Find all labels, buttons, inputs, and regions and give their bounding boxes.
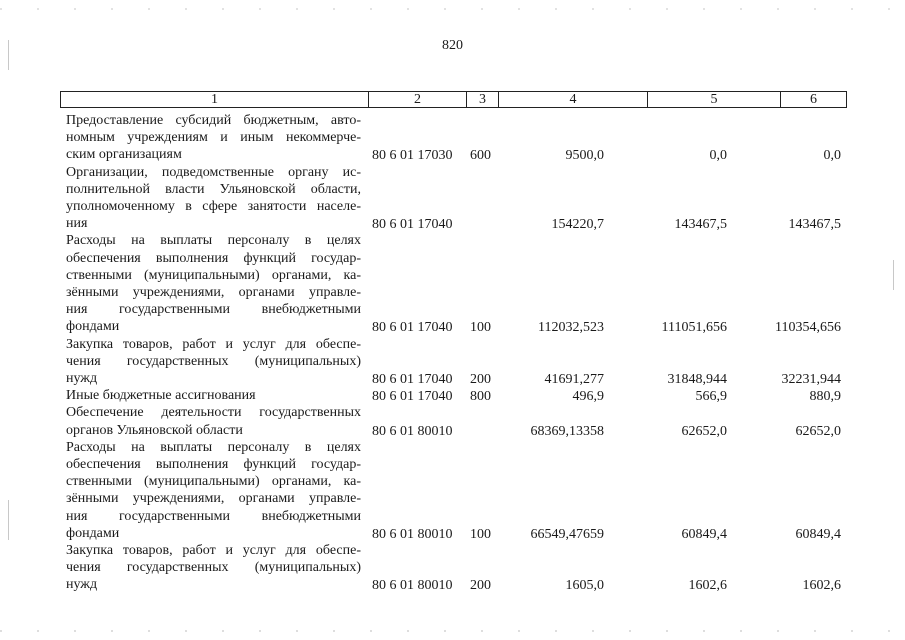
description-line: нужд (66, 577, 98, 593)
expense-type-cell: 100 (470, 526, 491, 542)
amount-col5-cell: 0,0 (709, 148, 727, 164)
amount-col4-cell: 112032,523 (538, 320, 604, 336)
description-line: ния государственными внебюджетными (66, 508, 361, 524)
code-cell: 80 6 01 17030 (372, 148, 453, 164)
description-line: Расходы на выплаты персоналу в целях (66, 439, 361, 455)
description-line: Закупка товаров, работ и услуг для обеспе- (66, 336, 361, 352)
description-line: органов Ульяновской области (66, 422, 243, 438)
description-line: Закупка товаров, работ и услуг для обеспе- (66, 543, 361, 558)
description-line: фондами (66, 319, 120, 335)
description-line: чения государственных (муниципальных) (66, 560, 361, 576)
description-line: номным учреждениям и иным некоммерче- (66, 130, 361, 146)
amount-col5-cell: 31848,944 (667, 371, 727, 387)
amount-col5-cell: 111051,656 (661, 320, 727, 336)
amount-col6-cell: 110354,656 (775, 320, 841, 336)
code-cell: 80 6 01 80010 (372, 423, 453, 439)
description-line: ния (66, 216, 88, 232)
amount-col6-cell: 62652,0 (795, 423, 841, 439)
amount-col4-cell: 68369,13358 (530, 423, 604, 439)
amount-col5-cell: 143467,5 (674, 217, 727, 233)
amount-col6-cell: 0,0 (823, 148, 841, 164)
code-cell: 80 6 01 17040 (372, 217, 453, 233)
scan-noise-bottom (0, 630, 905, 632)
code-cell: 80 6 01 17040 (372, 371, 453, 387)
row-description (66, 387, 361, 404)
row-description (66, 164, 361, 233)
expense-type-cell: 200 (470, 578, 491, 594)
amount-col4-cell: 9500,0 (565, 148, 604, 164)
row-description (66, 404, 361, 438)
expense-type-cell: 600 (470, 148, 491, 164)
description-line: ственными (муниципальными) органами, ка- (66, 474, 361, 490)
description-line: Предоставление субсидий бюджетным, авто- (66, 113, 361, 128)
description-line: Иные бюджетные ассигнования (66, 388, 256, 404)
description-line: полнительной власти Ульяновской области, (66, 181, 361, 197)
amount-col6-cell: 60849,4 (795, 526, 841, 542)
amount-col5-cell: 566,9 (695, 389, 727, 405)
amount-col5-cell: 62652,0 (681, 423, 727, 439)
expense-type-cell: 800 (470, 389, 491, 405)
description-line: ским организациям (66, 147, 182, 163)
scan-edge-mark (893, 260, 894, 290)
description-line: фондами (66, 525, 120, 541)
code-cell: 80 6 01 80010 (372, 578, 453, 594)
description-line: ственными (муниципальными) органами, ка- (66, 267, 361, 283)
description-line: Организации, подведомственные органу ис- (66, 164, 361, 180)
code-cell: 80 6 01 80010 (372, 526, 453, 542)
header-cell: 6 (810, 92, 817, 107)
row-description (66, 336, 361, 388)
amount-col6-cell: 32231,944 (781, 371, 841, 387)
amount-col4-cell: 1605,0 (565, 578, 604, 594)
amount-col5-cell: 60849,4 (681, 526, 727, 542)
header-cell: 2 (369, 92, 467, 107)
amount-col5-cell: 1602,6 (688, 578, 727, 594)
header-cell: 3 (467, 92, 499, 107)
description-line: нужд (66, 371, 98, 386)
description-line: Расходы на выплаты персоналу в целях (66, 233, 361, 249)
amount-col4-cell: 66549,47659 (530, 526, 604, 542)
row-description (66, 112, 361, 164)
expense-type-cell: 100 (470, 320, 491, 336)
row-description (66, 542, 361, 594)
amount-col4-cell: 496,9 (572, 389, 604, 405)
description-line: ния государственными внебюджетными (66, 302, 361, 318)
code-cell: 80 6 01 17040 (372, 320, 453, 336)
row-description (66, 439, 361, 542)
description-line: чения государственных (муниципальных) (66, 353, 361, 369)
description-line: обеспечения выполнения функций государ- (66, 457, 361, 472)
description-line: обеспечения выполнения функций государ- (66, 250, 361, 266)
header-cell: 1 (61, 92, 369, 107)
amount-col6-cell: 1602,6 (802, 578, 841, 594)
page-number: 820 (442, 38, 463, 53)
description-line: уполномоченному в сфере занятости населе- (66, 199, 361, 214)
table-header (60, 91, 847, 108)
header-cell: 4 (499, 92, 648, 107)
expense-type-cell: 200 (470, 371, 491, 387)
amount-col4-cell: 154220,7 (551, 217, 604, 233)
scan-edge-mark (8, 500, 9, 540)
description-line: Обеспечение деятельности государственных (66, 405, 361, 421)
description-line: зёнными учреждениями, органами управле- (66, 285, 361, 300)
description-line: зёнными учреждениями, органами управле- (66, 491, 361, 507)
scan-noise-top (0, 8, 905, 10)
amount-col4-cell: 41691,277 (544, 371, 604, 387)
amount-col6-cell: 880,9 (809, 389, 841, 405)
header-cell: 5 (648, 92, 781, 107)
code-cell: 80 6 01 17040 (372, 389, 453, 405)
row-description (66, 232, 361, 335)
amount-col6-cell: 143467,5 (788, 217, 841, 233)
